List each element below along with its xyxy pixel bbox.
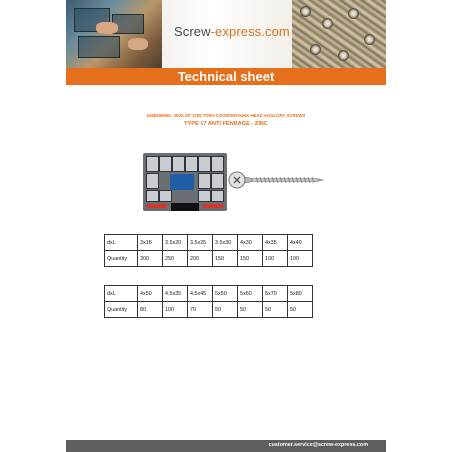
quantity-cell: 50 <box>263 302 288 318</box>
box-compartment <box>198 190 211 202</box>
screw-head <box>338 50 349 61</box>
quantity-cell: 200 <box>188 251 213 267</box>
row-header-dxl: dxL <box>105 235 138 251</box>
box-compartment <box>198 173 211 189</box>
screw-head <box>310 44 321 55</box>
box-compartment <box>211 173 224 189</box>
size-quantity-table <box>104 285 313 318</box>
quantity-cell: 50 <box>288 302 313 318</box>
size-cell: 4.5x45 <box>188 286 213 302</box>
table-row <box>105 286 313 302</box>
size-cell: 4x40 <box>288 235 313 251</box>
box-compartment <box>211 190 224 202</box>
contact-email[interactable]: customer.service@screw-express.com <box>268 442 368 448</box>
screw-head <box>364 34 375 45</box>
footer-bar <box>66 440 386 452</box>
technical-sheet <box>66 0 386 452</box>
parts-tray <box>78 36 120 58</box>
quantity-cell: 100 <box>288 251 313 267</box>
box-latch <box>147 204 167 208</box>
screw-icon <box>228 169 328 191</box>
screw-head <box>322 18 333 29</box>
quantity-cell: 150 <box>238 251 263 267</box>
quantity-cell: 150 <box>213 251 238 267</box>
size-cell: 5x50 <box>213 286 238 302</box>
size-cell: 5x80 <box>288 286 313 302</box>
box-label <box>170 174 194 190</box>
box-latch <box>203 204 223 208</box>
product-reference: 2365000055 - BOX OF 1700 TORX COUNTERSUNK HEAD AGGLORY SCREWS <box>146 113 306 118</box>
quantity-cell: 250 <box>163 251 188 267</box>
hand <box>96 22 118 34</box>
size-cell: 3.5x20 <box>163 235 188 251</box>
screw-head <box>300 6 311 17</box>
box-compartment <box>185 156 198 172</box>
screws-photo <box>292 0 386 68</box>
row-header-quantity: Quantity <box>105 251 138 267</box>
quantity-cell: 300 <box>138 251 163 267</box>
size-cell: 5x70 <box>263 286 288 302</box>
table-row <box>105 302 313 318</box>
box-compartment <box>198 156 211 172</box>
box-compartment <box>172 156 185 172</box>
brand-name-prefix: Screw <box>174 24 211 39</box>
size-cell: 4x30 <box>238 235 263 251</box>
box-compartment <box>211 156 224 172</box>
header-banner <box>66 0 386 68</box>
size-cell: 3x16 <box>138 235 163 251</box>
box-handle <box>171 203 199 211</box>
row-header-quantity: Quantity <box>105 302 138 318</box>
box-compartment <box>159 190 172 202</box>
box-compartment <box>146 156 159 172</box>
product-type: TYPE 17 ANTI FENDAGE - ZINC <box>184 121 268 127</box>
quantity-cell: 50 <box>213 302 238 318</box>
quantity-cell: 50 <box>238 302 263 318</box>
title-bar <box>66 68 386 85</box>
table-row <box>105 235 313 251</box>
quantity-cell: 80 <box>138 302 163 318</box>
box-compartment <box>146 190 159 202</box>
size-cell: 4x35 <box>263 235 288 251</box>
screw-head <box>348 8 359 19</box>
quantity-cell: 70 <box>188 302 213 318</box>
size-cell: 3.5x30 <box>213 235 238 251</box>
row-header-dxl: dxL <box>105 286 138 302</box>
page-title: Technical sheet <box>177 69 275 84</box>
table-row <box>105 251 313 267</box>
size-cell: 3.5x25 <box>188 235 213 251</box>
hand <box>128 38 148 50</box>
brand-name-suffix: -express.com <box>210 24 290 39</box>
storage-box-icon <box>143 153 227 211</box>
quantity-cell: 100 <box>163 302 188 318</box>
size-quantity-table <box>104 234 313 267</box>
workshop-photo <box>66 0 162 68</box>
size-cell: 4.5x35 <box>163 286 188 302</box>
size-cell: 5x60 <box>238 286 263 302</box>
box-compartment <box>146 173 159 189</box>
size-cell: 4x50 <box>138 286 163 302</box>
box-compartment <box>159 156 172 172</box>
brand-logo <box>174 24 290 39</box>
quantity-cell: 100 <box>263 251 288 267</box>
